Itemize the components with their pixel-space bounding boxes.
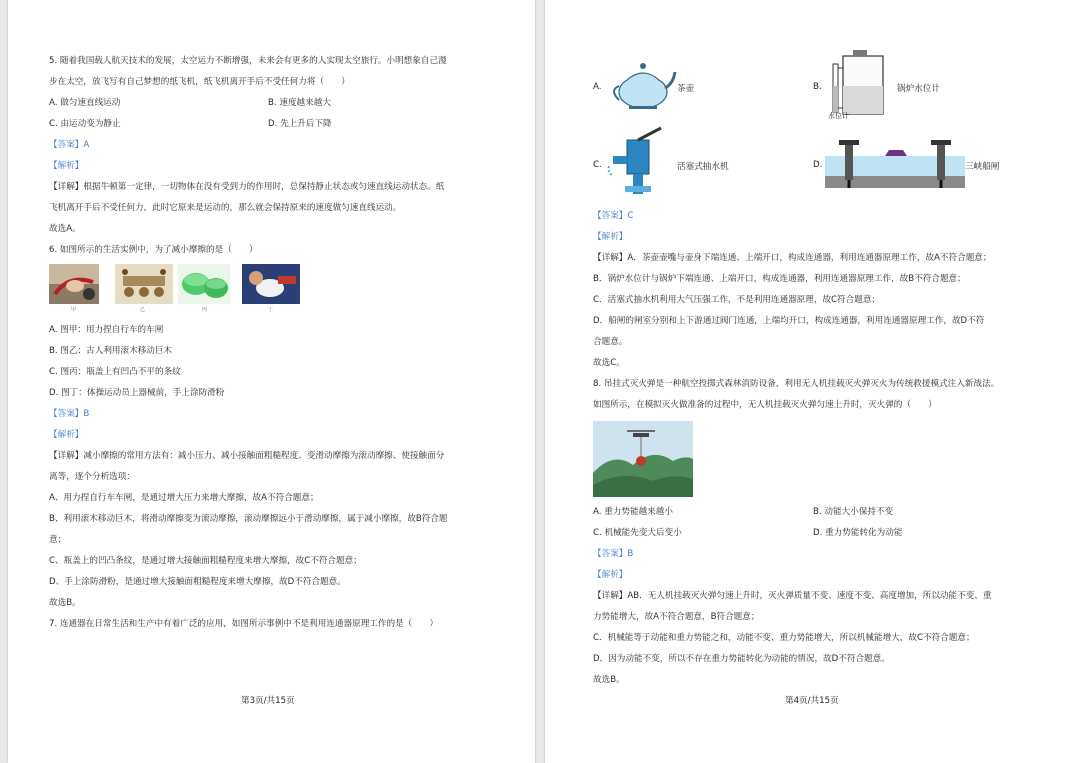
page-3 xyxy=(8,0,535,763)
q6-detail-line1: 【详解】减小摩擦的常用方法有：减小压力、减小接触面粗糙程度、变滑动摩擦为滚动摩擦、使接触面分 xyxy=(49,451,445,461)
q7-ship-lock-figure xyxy=(825,136,965,188)
q5-option-b: B. 速度越来越大 xyxy=(268,98,331,108)
q8-detail-c: C．机械能等于动能和重力势能之和，动能不变、重力势能增大，所以机械能增大，故C不符合题意； xyxy=(593,633,975,643)
q8-detail-ab-line1: 【详解】AB．无人机挂载灭火弹匀速上升时，灭火弹质量不变、速度不变、高度增加，所以动能不变、重 xyxy=(593,591,992,601)
q7-option-d-letter: D. xyxy=(813,160,823,170)
q6-label-ding: 丁 xyxy=(268,307,274,313)
q6-image-jia-bike-brake xyxy=(49,264,99,304)
q7-detail-b: B．锅炉水位计与锅炉下端连通、上端开口，构成连通器，利用连通器原理工作，故B不符合题意； xyxy=(593,274,966,284)
q7-option-b-label: 锅炉水位计 xyxy=(897,84,940,94)
q7-stem: 7. 连通器在日常生活和生产中有着广泛的应用，如图所示事例中不是利用连通器原理工作的是（ ） xyxy=(49,619,439,629)
q7-option-b-letter: B. xyxy=(813,82,822,92)
q6-detail-b-line1: B、利用滚木移动巨木，将滑动摩擦变为滚动摩擦，滚动摩擦远小于滑动摩擦，属于减小摩擦，故B符合题 xyxy=(49,514,448,524)
q7-analysis-tag: 【解析】 xyxy=(593,232,628,242)
q6-stem: 6. 如图所示的生活实例中，为了减小摩擦的是（ ） xyxy=(49,245,258,255)
page-footer: 第3页/共15页 xyxy=(241,696,295,706)
q8-conclusion: 故选B。 xyxy=(593,675,625,685)
q5-detail-line1: 【详解】根据牛顿第一定律，一切物体在没有受到力的作用时，总保持静止状态或匀速直线运动状态。纸 xyxy=(49,182,445,192)
q8-answer: 【答案】B xyxy=(593,549,634,559)
q7-teapot-figure xyxy=(607,58,679,112)
q8-stem-line2: 如图所示，在模拟灭火做准备的过程中，无人机挂载灭火弹匀速上升时，灭火弹的（ ） xyxy=(593,400,937,410)
q6-label-jia: 甲 xyxy=(71,307,77,313)
q8-analysis-tag: 【解析】 xyxy=(593,570,628,580)
q7-option-c-letter: C. xyxy=(593,160,602,170)
q6-label-bing: 丙 xyxy=(202,307,208,313)
q5-stem-line2: 步在太空，放飞写有自己梦想的纸飞机，纸飞机离开手后不受任何力将（ ） xyxy=(49,77,350,87)
q7-conclusion: 故选C。 xyxy=(593,358,625,368)
q8-option-d: D. 重力势能转化为动能 xyxy=(813,528,903,538)
q7-option-a-letter: A. xyxy=(593,82,602,92)
q5-option-c: C. 由运动变为静止 xyxy=(49,119,121,129)
q7-option-c-label: 活塞式抽水机 xyxy=(677,162,729,172)
q6-image-ding-chalk-hands xyxy=(242,264,300,304)
q8-drone-figure xyxy=(593,421,693,497)
q5-analysis-tag: 【解析】 xyxy=(49,161,84,171)
q7-detail-d-line1: D．船闸的闸室分别和上下游通过阀门连通，上端均开口，构成连通器，利用连通器原理工作，故D不符 xyxy=(593,316,985,326)
q5-stem-line1: 5. 随着我国载人航天技术的发展，太空运力不断增强，未来会有更多的人实现太空旅行。小明想象自己漫 xyxy=(49,56,447,66)
q6-conclusion: 故选B。 xyxy=(49,598,81,608)
q8-detail-d: D．因为动能不变，所以不存在重力势能转化为动能的情况，故D不符合题意。 xyxy=(593,654,890,664)
q5-detail-line2: 飞机离开手后不受任何力，此时它原来是运动的，那么就会保持原来的速度做匀速直线运动。 xyxy=(49,203,402,213)
q6-option-d: D. 图丁：体操运动员上器械前，手上涂防滑粉 xyxy=(49,388,225,398)
q6-detail-d: D、手上涂防滑粉，是通过增大接触面粗糙程度来增大摩擦，故D不符合题意。 xyxy=(49,577,346,587)
q5-answer: 【答案】A xyxy=(49,140,90,150)
q7-detail-a: 【详解】A．茶壶壶嘴与壶身下端连通、上端开口，构成连通器，利用连通器原理工作，故A不符合题意； xyxy=(593,253,992,263)
q5-option-a: A. 做匀速直线运动 xyxy=(49,98,121,108)
q6-analysis-tag: 【解析】 xyxy=(49,430,84,440)
q6-detail-c: C、瓶盖上的凹凸条纹，是通过增大接触面粗糙程度来增大摩擦，故C不符合题意； xyxy=(49,556,362,566)
q7-option-a-label: 茶壶 xyxy=(677,84,695,94)
q8-stem-line1: 8. 吊挂式灭火弹是一种航空投掷式森林消防设备，利用无人机挂载灭火弹灭火为传统救援模式注入新战法。 xyxy=(593,379,1000,389)
q7-option-b-sublabel: 水位计 xyxy=(828,112,849,120)
q8-option-b: B. 动能大小保持不变 xyxy=(813,507,894,517)
q5-option-d: D. 先上升后下降 xyxy=(268,119,332,129)
q7-option-d-label: 三峡船闸 xyxy=(965,162,1000,172)
q7-boiler-gauge-figure xyxy=(829,48,891,118)
q7-answer: 【答案】C xyxy=(593,211,634,221)
q7-detail-d-line2: 合题意。 xyxy=(593,337,628,347)
q6-label-yi: 乙 xyxy=(140,307,146,313)
q6-answer: 【答案】B xyxy=(49,409,90,419)
q6-option-c: C. 图丙：瓶盖上有凹凸不平的条纹 xyxy=(49,367,181,377)
q8-option-c: C. 机械能先变大后变小 xyxy=(593,528,682,538)
page-footer: 第4页/共15页 xyxy=(785,696,839,706)
q5-conclusion: 故选A。 xyxy=(49,224,81,234)
q6-option-a: A. 图甲：用力捏自行车的车闸 xyxy=(49,325,164,335)
q6-image-yi-rolling-logs xyxy=(115,264,173,304)
q7-pump-figure xyxy=(605,126,675,196)
q6-detail-a: A、用力捏自行车车闸，是通过增大压力来增大摩擦，故A不符合题意； xyxy=(49,493,319,503)
q6-image-bing-bottle-caps xyxy=(178,264,230,304)
q6-option-b: B. 图乙：古人利用滚木移动巨木 xyxy=(49,346,173,356)
q6-detail-line2: 离等，逐个分析选项： xyxy=(49,472,135,482)
page-4 xyxy=(545,0,1080,763)
q8-option-a: A. 重力势能越来越小 xyxy=(593,507,673,517)
q6-detail-b-line2: 意； xyxy=(49,535,67,545)
q8-detail-ab-line2: 力势能增大，故A不符合题意，B符合题意； xyxy=(593,612,760,622)
q7-detail-c: C．活塞式抽水机利用大气压强工作，不是利用连通器原理，故C符合题意； xyxy=(593,295,881,305)
